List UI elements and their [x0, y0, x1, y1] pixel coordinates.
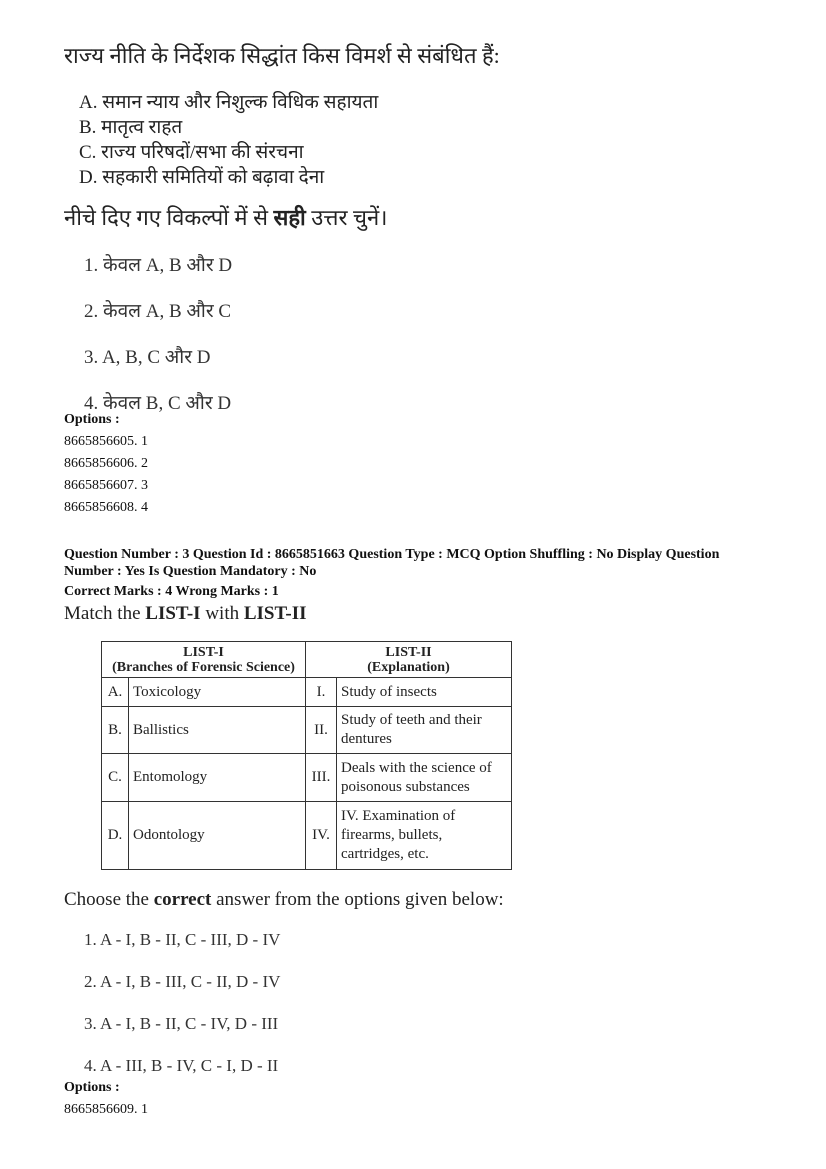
q3-question: Match the LIST-I with LIST-II — [64, 603, 307, 624]
row-roman: IV. — [306, 802, 337, 870]
match-table — [101, 641, 512, 870]
table-row — [102, 754, 512, 802]
row-explanation: Study of insects — [337, 678, 512, 707]
row-explanation: Study of teeth and their dentures — [337, 707, 512, 754]
q2-options-label: Options : — [64, 412, 120, 427]
table-row — [102, 678, 512, 707]
match-table-header — [102, 642, 512, 678]
table-row — [102, 707, 512, 754]
q3-options-label: Options : — [64, 1080, 120, 1095]
row-roman: III. — [306, 754, 337, 802]
q3-choice-2: 2. A - I, B - III, C - II, D - IV — [84, 972, 281, 991]
row-letter: D. — [102, 802, 129, 870]
row-explanation: Deals with the science of poisonous substances — [337, 754, 512, 802]
row-branch: Ballistics — [129, 707, 306, 754]
q2-option-id-2: 8665856606. 2 — [64, 456, 148, 471]
q3-choice-4: 4. A - III, B - IV, C - I, D - II — [84, 1056, 279, 1075]
q2-choice-2: 2. केवल A, B और C — [84, 301, 232, 322]
row-letter: C. — [102, 754, 129, 802]
table-row — [102, 802, 512, 870]
q2-choice-4: 4. केवल B, C और D — [84, 393, 232, 414]
q3-option-id-1: 8665856609. 1 — [64, 1102, 148, 1117]
q2-option-id-3: 8665856607. 3 — [64, 478, 148, 493]
q2-instruction: नीचे दिए गए विकल्पों में से सही उत्तर चुनें। — [64, 205, 388, 230]
q3-meta: Question Number : 3 Question Id : 8665851663 Question Type : MCQ Option Shuffling : No Display Question Number : Yes Is Question Mandatory : No — [64, 547, 720, 579]
q3-marks: Correct Marks : 4 Wrong Marks : 1 — [64, 584, 279, 599]
q2-statement-b: B. मातृत्व राहत — [79, 117, 183, 138]
q2-choice-1: 1. केवल A, B और D — [84, 255, 233, 276]
list-ii-header: LIST-II (Explanation) — [306, 642, 512, 678]
q2-question: राज्य नीति के निर्देशक सिद्धांत किस विमर्श से संबंधित हैं: — [64, 43, 500, 68]
row-roman: I. — [306, 678, 337, 707]
row-letter: A. — [102, 678, 129, 707]
row-explanation: IV. Examination of firearms, bullets, cartridges, etc. — [337, 802, 512, 870]
q2-option-id-1: 8665856605. 1 — [64, 434, 148, 449]
q2-statement-d: D. सहकारी समितियों को बढ़ावा देना — [79, 167, 325, 188]
q2-choice-3: 3. A, B, C और D — [84, 347, 211, 368]
q2-statement-c: C. राज्य परिषदों/सभा की संरचना — [79, 142, 304, 163]
q3-instruction: Choose the correct answer from the options given below: — [64, 889, 504, 910]
list-i-header: LIST-I (Branches of Forensic Science) — [102, 642, 306, 678]
row-roman: II. — [306, 707, 337, 754]
row-branch: Toxicology — [129, 678, 306, 707]
row-branch: Entomology — [129, 754, 306, 802]
row-letter: B. — [102, 707, 129, 754]
q2-statement-a: A. समान न्याय और निशुल्क विधिक सहायता — [79, 92, 379, 113]
q3-choice-3: 3. A - I, B - II, C - IV, D - III — [84, 1014, 279, 1033]
q2-option-id-4: 8665856608. 4 — [64, 500, 148, 515]
row-branch: Odontology — [129, 802, 306, 870]
q3-choice-1: 1. A - I, B - II, C - III, D - IV — [84, 930, 281, 949]
